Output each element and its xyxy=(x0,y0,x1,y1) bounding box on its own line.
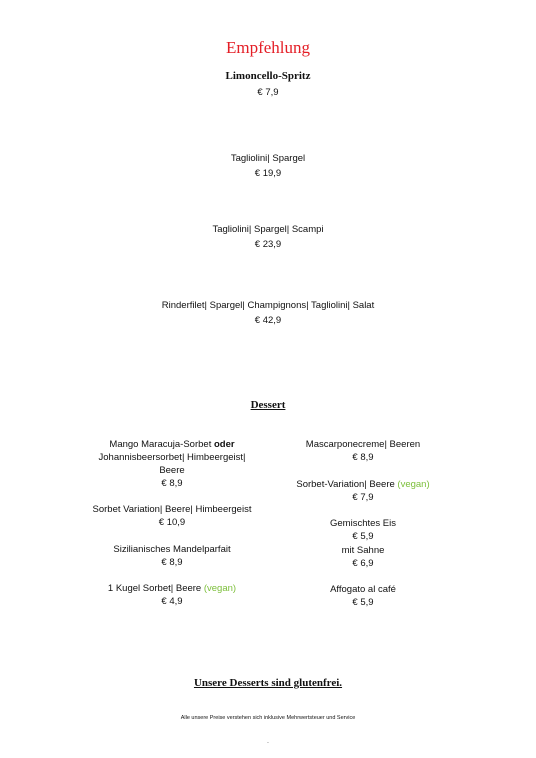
dessert-item xyxy=(82,543,262,570)
dessert-option-price: € 6,9 xyxy=(352,558,374,569)
dessert-price: € 7,9 xyxy=(352,492,374,503)
page-mark: - xyxy=(267,740,269,746)
dessert-name: Sorbet-Variation| Beere xyxy=(296,479,395,490)
featured-drink-name: Limoncello-Spritz xyxy=(225,70,311,82)
main-dish-1-name: Tagliolini| Spargel xyxy=(230,153,306,164)
dessert-name: Gemischtes Eis xyxy=(330,518,396,529)
dessert-item xyxy=(273,517,453,571)
dessert-name: Sizilianisches Mandelparfait xyxy=(113,544,231,555)
dessert-name: 1 Kugel Sorbet| Beere xyxy=(107,583,202,594)
dessert-price: € 8,9 xyxy=(161,557,183,568)
vegan-tag: (vegan) xyxy=(397,479,430,490)
dessert-heading: Dessert xyxy=(250,399,286,411)
dessert-item xyxy=(273,438,453,465)
dessert-price: € 5,9 xyxy=(352,597,374,608)
dessert-name: Sorbet Variation| Beere| Himbeergeist xyxy=(92,504,252,515)
dessert-item xyxy=(82,582,262,609)
dessert-name: Mango Maracuja-Sorbet xyxy=(109,439,212,450)
dessert-price: € 8,9 xyxy=(161,478,183,489)
dessert-price: € 10,9 xyxy=(158,517,186,528)
dessert-price: € 4,9 xyxy=(161,596,183,607)
dessert-name: Mascarponecreme| Beeren xyxy=(305,439,421,450)
dessert-item xyxy=(273,583,453,610)
dessert-name-line-2: Johannisbeersorbet| Himbeergeist| xyxy=(98,452,246,463)
vegan-tag: (vegan) xyxy=(203,583,237,594)
main-dish-2-price: € 23,9 xyxy=(254,239,282,250)
main-dish-1-price: € 19,9 xyxy=(254,168,282,179)
dessert-item xyxy=(273,478,453,505)
main-dish-3-price: € 42,9 xyxy=(254,315,282,326)
featured-drink-price: € 7,9 xyxy=(257,87,279,98)
dessert-item xyxy=(82,503,262,530)
gluten-free-note: Unsere Desserts sind glutenfrei. xyxy=(193,677,343,689)
main-dish-3-name: Rinderfilet| Spargel| Champignons| Tagliolini| Salat xyxy=(161,300,375,311)
dessert-name: Affogato al café xyxy=(330,584,396,595)
price-note: Alle unsere Preise verstehen sich inklusive Mehrwertsteuer und Service xyxy=(180,715,356,721)
dessert-or-word: oder xyxy=(213,439,235,450)
dessert-price: € 5,9 xyxy=(352,531,374,542)
page-title: Empfehlung xyxy=(225,38,311,57)
main-dish-2-name: Tagliolini| Spargel| Scampi xyxy=(212,224,324,235)
dessert-option-name: mit Sahne xyxy=(341,545,385,556)
dessert-name-line-3: Beere xyxy=(159,465,185,476)
dessert-item xyxy=(82,438,262,491)
dessert-price: € 8,9 xyxy=(352,452,374,463)
